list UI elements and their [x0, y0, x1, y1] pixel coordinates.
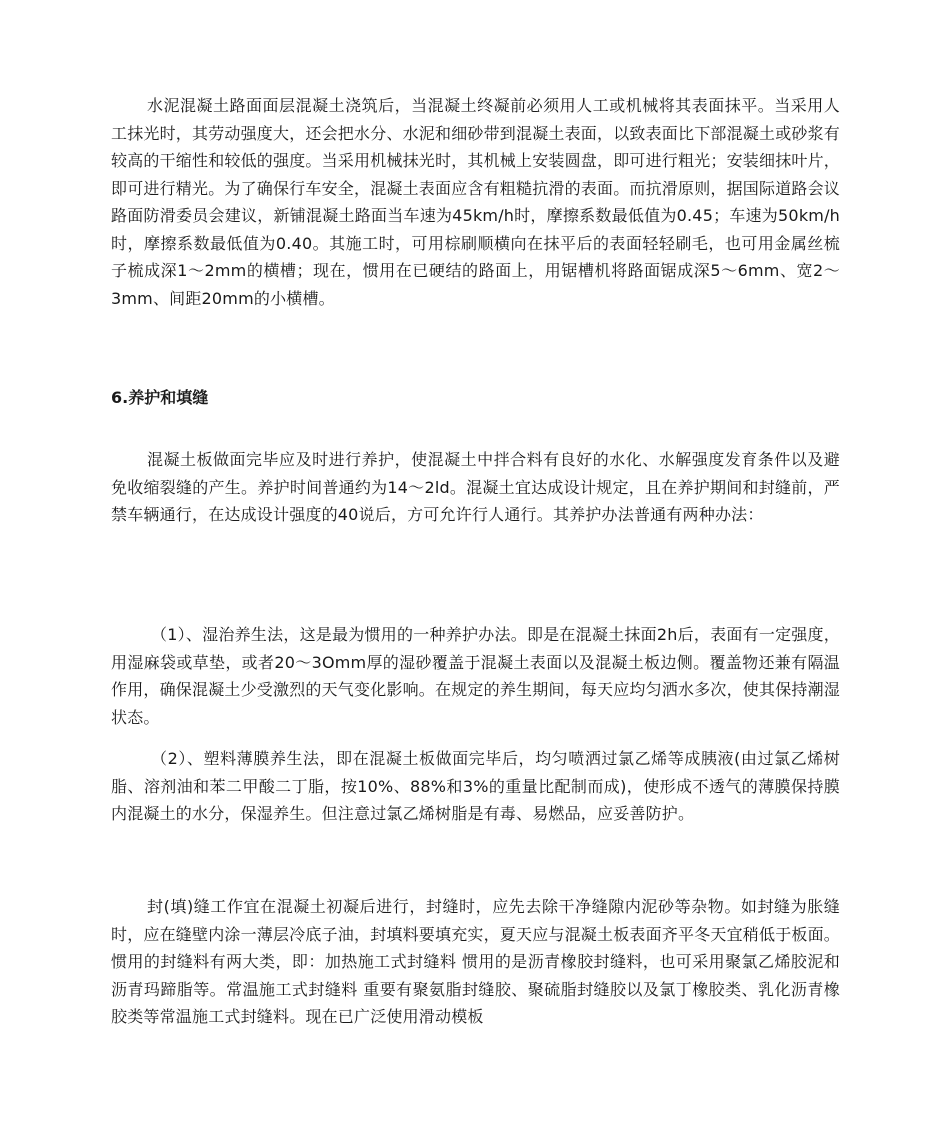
section-heading-curing-sealing: 6.养护和填缝	[111, 388, 209, 407]
paragraph-curing-intro: 混凝土板做面完毕应及时进行养护，使混凝土中拌合料有良好的水化、水解强度发育条件以及避免收缩裂缝的产生。养护时间普通约为14～2ld。混凝土宜达成设计规定，且在养护期间和封缝前，严禁车辆通行，在达成设计强度的40说后，方可允许行人通行。其养护办法普通有两种办法：	[111, 450, 840, 524]
paragraph-film-curing: （2）、塑料薄膜养生法，即在混凝土板做面完毕后，均匀喷洒过氯乙烯等成胰液(由过氯乙烯树脂、溶剂油和苯二甲酸二丁脂，按10%、88%和3%的重量比配制而成)，使形成不透气的薄膜保持膜内混凝土的水分，保湿养生。但注意过氯乙烯树脂是有毒、易燃品，应妥善防护。	[111, 749, 840, 823]
paragraph-joint-sealing: 封(填)缝工作宜在混凝土初凝后进行，封缝时，应先去除干净缝隙内泥砂等杂物。如封缝为胀缝时，应在缝壁内涂一薄层冷底子油，封填料要填充实，夏天应与混凝土板表面齐平冬天宜稍低于板面。惯用的封缝料有两大类，即：加热施工式封缝料 惯用的是沥青橡胶封缝料，也可采用聚氯乙烯胶泥和沥青玛蹄脂等。常温施工式封缝料 重要有聚氨脂封缝胶、聚硫脂封缝胶以及氯丁橡胶类、乳化沥青橡胶类等常温施工式封缝料。现在已广泛使用滑动模板	[111, 897, 841, 1026]
paragraph-surface-finishing: 水泥混凝土路面面层混凝土浇筑后，当混凝土终凝前必须用人工或机械将其表面抹平。当采用人工抹光时，其劳动强度大，还会把水分、水泥和细砂带到混凝土表面，以致表面比下部混凝土或砂浆有较高的干缩性和较低的强度。当采用机械抹光时，其机械上安装圆盘，即可进行粗光；安装细抹叶片，即可进行精光。为了确保行车安全，混凝土表面应含有粗糙抗滑的表面。而抗滑原则，据国际道路会议路面防滑委员会建议，新铺混凝土路面当车速为45km/h时，摩擦系数最低值为0.45；车速为50km/h时，摩擦系数最低值为0.40。其施工时，可用棕刷顺横向在抹平后的表面轻轻刷毛，也可用金属丝梳子梳成深1～2mm的横槽；现在，惯用在已硬结的路面上，用锯槽机将路面锯成深5～6mm、宽2～3mm、间距20mm的小横槽。	[111, 96, 841, 308]
paragraph-wet-curing: （1）、湿治养生法，这是最为惯用的一种养护办法。即是在混凝土抹面2h后，表面有一定强度，用湿麻袋或草垫，或者20～3Omm厚的湿砂覆盖于混凝土表面以及混凝土板边侧。覆盖物还兼有隔温作用，确保混凝土少受激烈的天气变化影响。在规定的养生期间，每天应均匀洒水多次，使其保持潮湿状态。	[111, 625, 841, 727]
